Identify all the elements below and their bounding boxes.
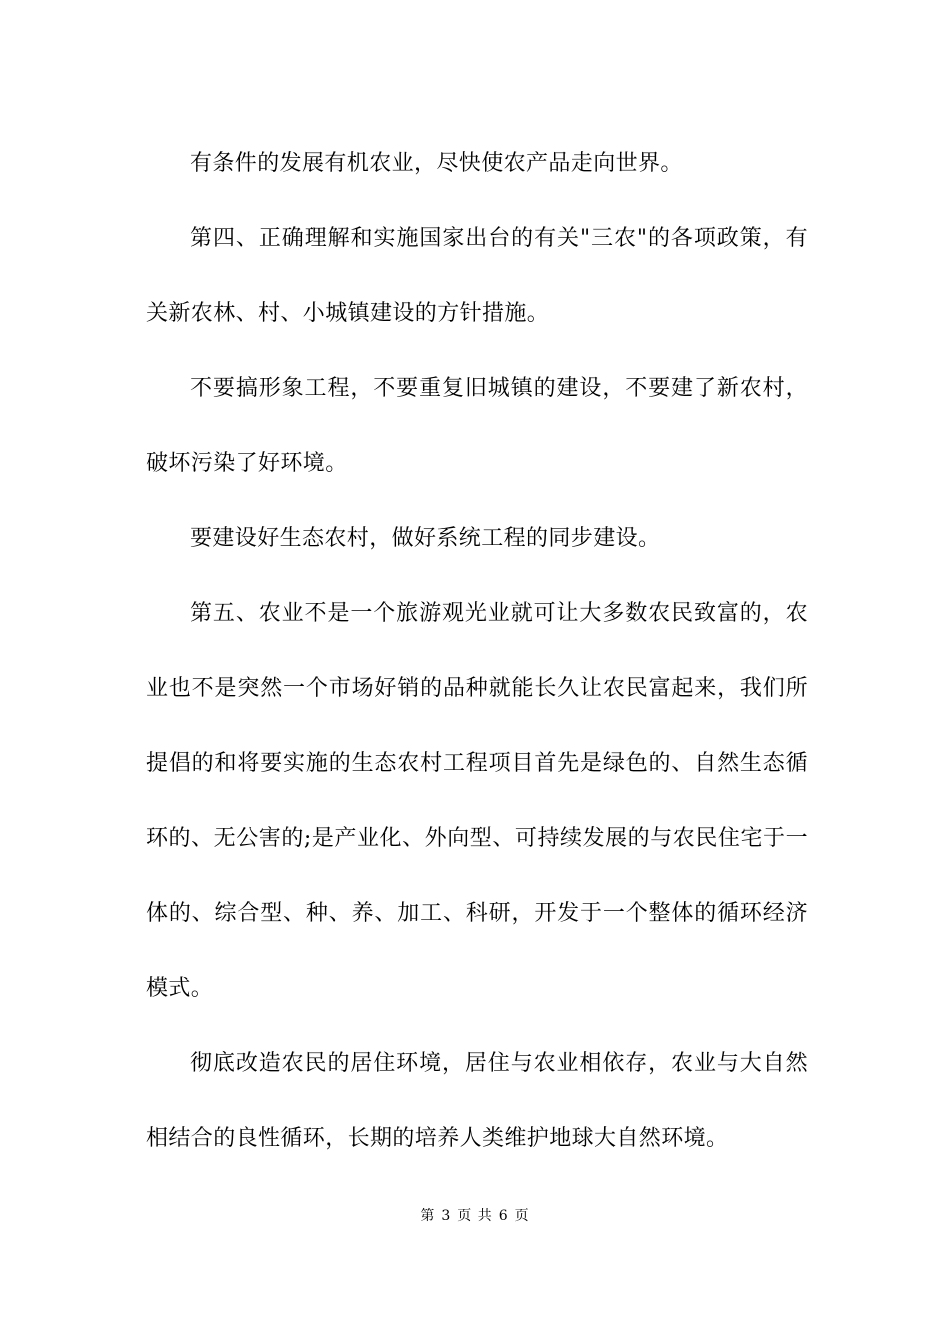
paragraph: 有条件的发展有机农业，尽快使农产品走向世界。 (190, 151, 683, 176)
paragraph: 要建设好生态农村，做好系统工程的同步建设。 (190, 526, 661, 551)
footer-prefix: 第 (420, 1208, 436, 1224)
footer-suffix: 页 (514, 1208, 530, 1224)
paragraph: 彻底改造农民的居住环境，居住与农业相依存，农业与大自然相结合的良性循环，长期的培养人类维护地球大自然环境。 (146, 1051, 808, 1151)
page-footer (0, 1205, 950, 1225)
paragraph: 不要搞形象工程，不要重复旧城镇的建设，不要建了新农村，破坏污染了好环境。 (146, 376, 808, 476)
paragraph: 第四、正确理解和实施国家出台的有关"三农"的各项政策，有关新农林、村、小城镇建设的方针措施。 (146, 226, 808, 326)
footer-middle: 页 共 (457, 1208, 493, 1224)
paragraph: 第五、农业不是一个旅游观光业就可让大多数农民致富的，农业也不是突然一个市场好销的品种就能长久让农民富起来，我们所提倡的和将要实施的生态农村工程项目首先是绿色的、自然生态循环的、无公害的;是产业化、外向型、可持续发展的与农民住宅于一体的、综合型、种、养、加工、科研，开发于一个整体的循环经济模式。 (146, 601, 808, 1001)
document-body (146, 126, 808, 1176)
current-page-number: 3 (441, 1208, 452, 1224)
total-pages-number: 6 (498, 1208, 509, 1224)
